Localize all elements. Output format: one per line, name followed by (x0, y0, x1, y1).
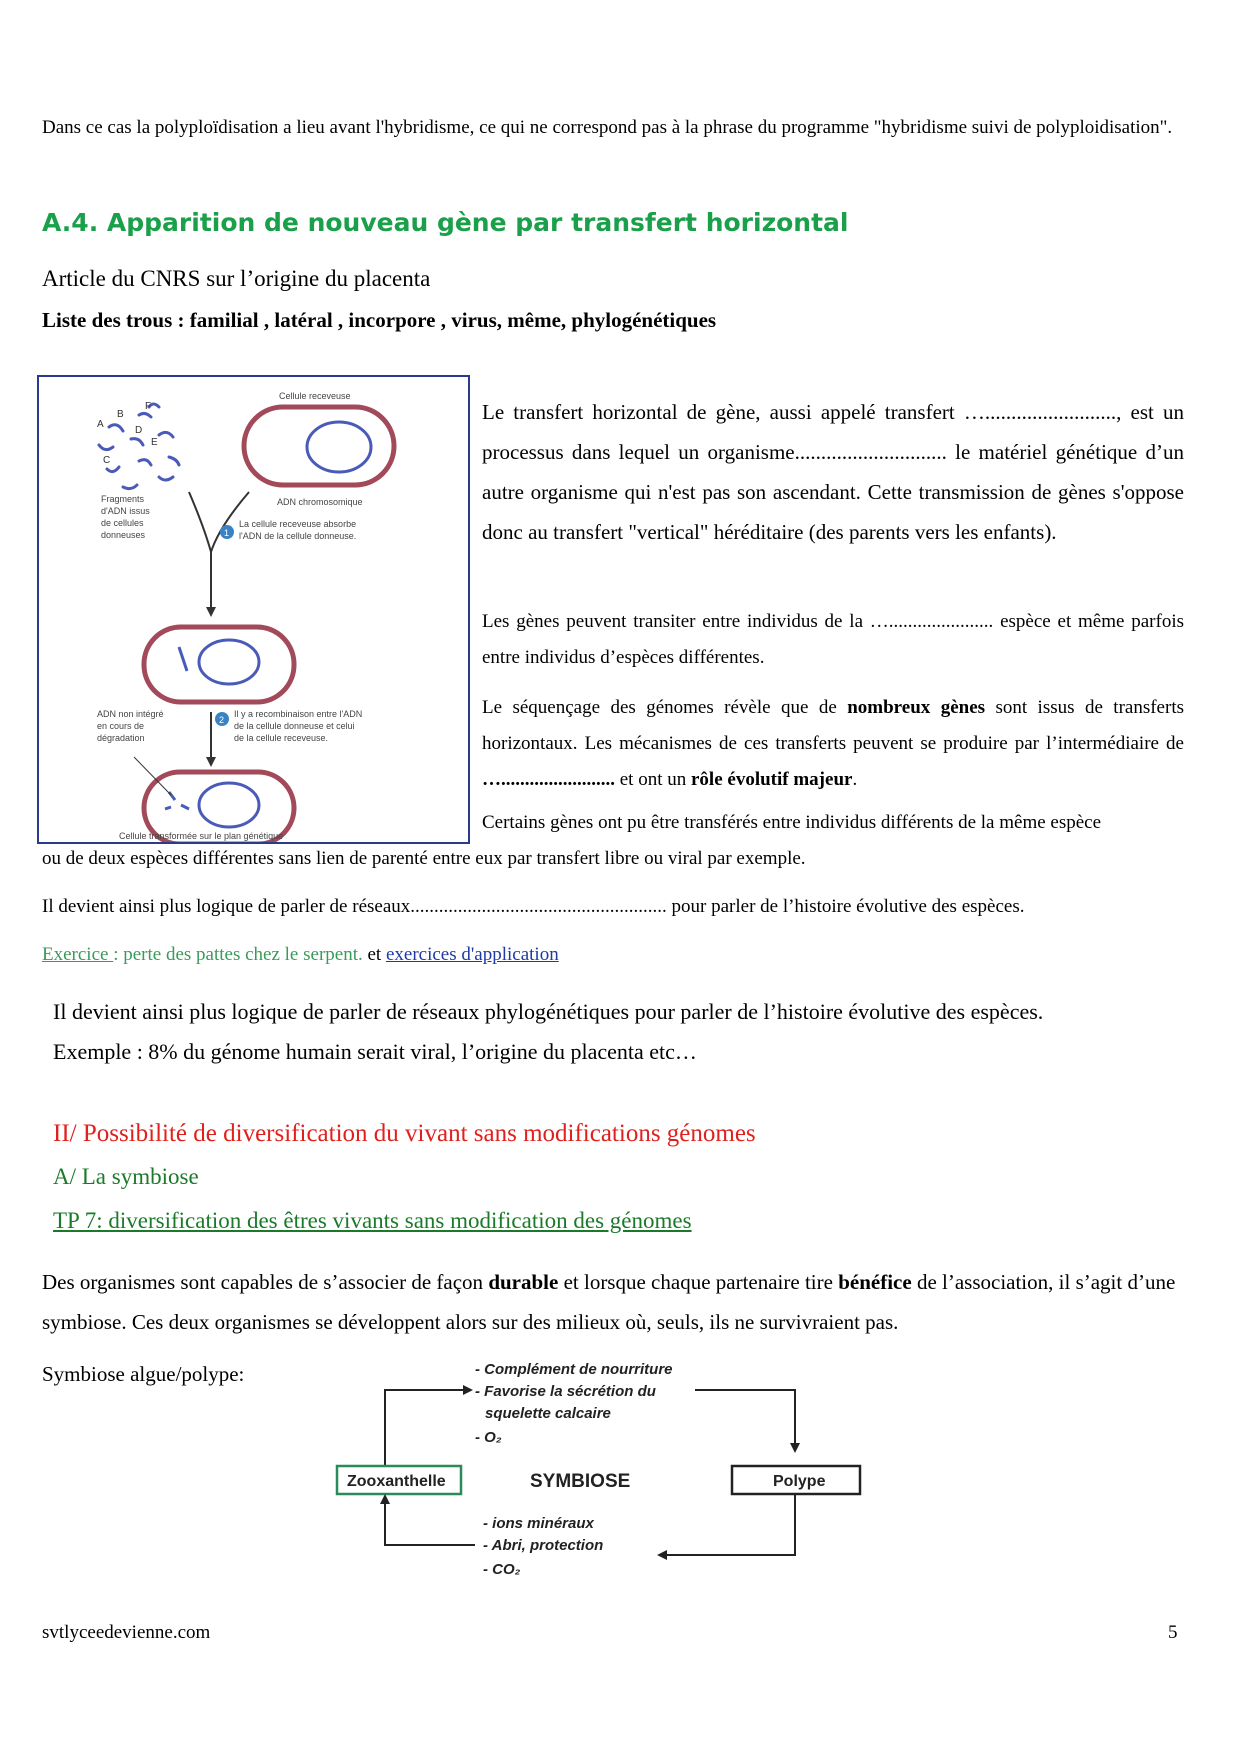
step1-text: La cellule receveuse absorbe l'ADN de la cellule donneuse. (239, 519, 357, 541)
transfer-figure (37, 375, 470, 844)
fragment-letter: D (135, 425, 143, 436)
intro-paragraph: Dans ce cas la polyploïdisation a lieu avant l'hybridisme, ce qui ne correspond pas à la phrase du programme "hybridisme suivi de polyploidisation". (42, 117, 1173, 138)
paragraph-networks: Il devient ainsi plus logique de parler de réseaux...................................................... pour parler de l’histoire évolutive des espèces. (42, 896, 1025, 917)
holes-list: Liste des trous : familial , latéral , incorpore , virus, même, phylogénétiques (42, 308, 717, 332)
fragment-letter: E (151, 437, 158, 448)
application-exercises-link[interactable]: exercices d'application (385, 944, 559, 965)
exercise-text: : perte des pattes chez le serpent. (113, 944, 363, 965)
fragment-letter: B (117, 409, 124, 420)
middle-cell (144, 627, 294, 702)
bottom-item: - Abri, protection (483, 1537, 604, 1554)
subsection-heading-symbiosis: A/ La symbiose (53, 1164, 199, 1189)
receiving-cell-label: Cellule receveuse (279, 391, 351, 401)
paragraph-sequencing: Le séquençage des génomes révèle que de nombreux gènes sont issus de transferts horizontaux. Les mécanismes de ces transferts peuvent se produire par l’intermédiaire de …........................ et ont un rôle évolutif majeur. (482, 697, 1184, 790)
step1-number: 1 (224, 528, 230, 538)
transformed-label: Cellule transformée sur le plan génétique (119, 831, 284, 841)
top-items (475, 1361, 673, 1446)
transfer-diagram (39, 377, 468, 842)
symbiosis-title: SYMBIOSE (530, 1471, 631, 1492)
polype-label: Polype (773, 1473, 826, 1490)
footer-page-number: 5 (1168, 1622, 1178, 1643)
section-heading-a4: A.4. Apparition de nouveau gène par transfert horizontal (42, 208, 849, 237)
section-heading-II: II/ Possibilité de diversification du vivant sans modifications génomes (53, 1120, 756, 1147)
fragment-letter: F (145, 401, 152, 412)
fragment-letter: A (97, 419, 104, 430)
tp7-link[interactable]: TP 7: diversification des êtres vivants sans modification des génomes (53, 1208, 692, 1233)
symbiosis-label: Symbiose algue/polype: (42, 1362, 245, 1386)
fragment-letter: C (103, 455, 111, 466)
top-item: - Complément de nourriture (475, 1361, 673, 1378)
non-integrated-label: ADN non intégré en cours de dégradation (97, 709, 164, 743)
exercise-line: Exercice : perte des pattes chez le serpent. et exercices d'application (42, 944, 559, 965)
bottom-item: - ions minéraux (483, 1515, 594, 1532)
symbiosis-diagram (325, 1350, 885, 1590)
bottom-item: - CO₂ (483, 1561, 521, 1578)
paragraph-genes-line2: ou de deux espèces différentes sans lien de parenté entre eux par transfert libre ou viral par exemple. (42, 848, 806, 869)
dna-fragments (99, 404, 179, 489)
fragment-letters (97, 401, 158, 466)
paragraph-genes-line1: Certains gènes ont pu être transférés entre individus différents de la même espèce (482, 812, 1102, 833)
paragraph-symbiosis: Des organismes sont capables de s’associer de façon durable et lorsque chaque partenaire tire bénéfice de l’association, il s’agit d’une symbiose. Ces deux organismes se développent alors sur des milieux où, seuls, ils ne survivraient pas. (42, 1270, 1176, 1334)
exercise-link[interactable]: Exercice (42, 944, 114, 965)
paragraph-transfer-definition: Le transfert horizontal de gène, aussi appelé transfert …........................., est un processus dans lequel un organisme............................. le matériel génétique d’un autre organisme qui n'est pas son ascendant. Cette transmission de gènes s'oppose donc au transfert "vertical" héréditaire (des parents vers les enfants). (482, 400, 1184, 544)
step2-text: Il y a recombinaison entre l'ADN de la cellule donneuse et celui de la cellule receveuse. (234, 709, 363, 743)
top-item: - O₂ (475, 1429, 502, 1446)
bottom-items (483, 1515, 603, 1578)
article-title: Article du CNRS sur l’origine du placenta (42, 266, 431, 291)
top-item: squelette calcaire (485, 1405, 611, 1422)
paragraph-conclusion: Il devient ainsi plus logique de parler de réseaux phylogénétiques pour parler de l’histoire évolutive des espèces. Exemple : 8% du génome humain serait viral, l’origine du placenta etc… (53, 999, 1044, 1064)
paragraph-species: Les gènes peuvent transiter entre individus de la …...................... espèce et même parfois entre individus d’espèces différentes. (482, 611, 1184, 668)
footer-site: svtlyceedevienne.com (42, 1622, 211, 1643)
step2-number: 2 (219, 715, 225, 725)
chromosomal-dna-label: ADN chromosomique (277, 497, 363, 507)
fragments-label: Fragments d'ADN issus de cellules donneuses (101, 494, 150, 540)
top-item: - Favorise la sécrétion du (475, 1383, 656, 1400)
zooxanthelle-label: Zooxanthelle (347, 1473, 446, 1490)
